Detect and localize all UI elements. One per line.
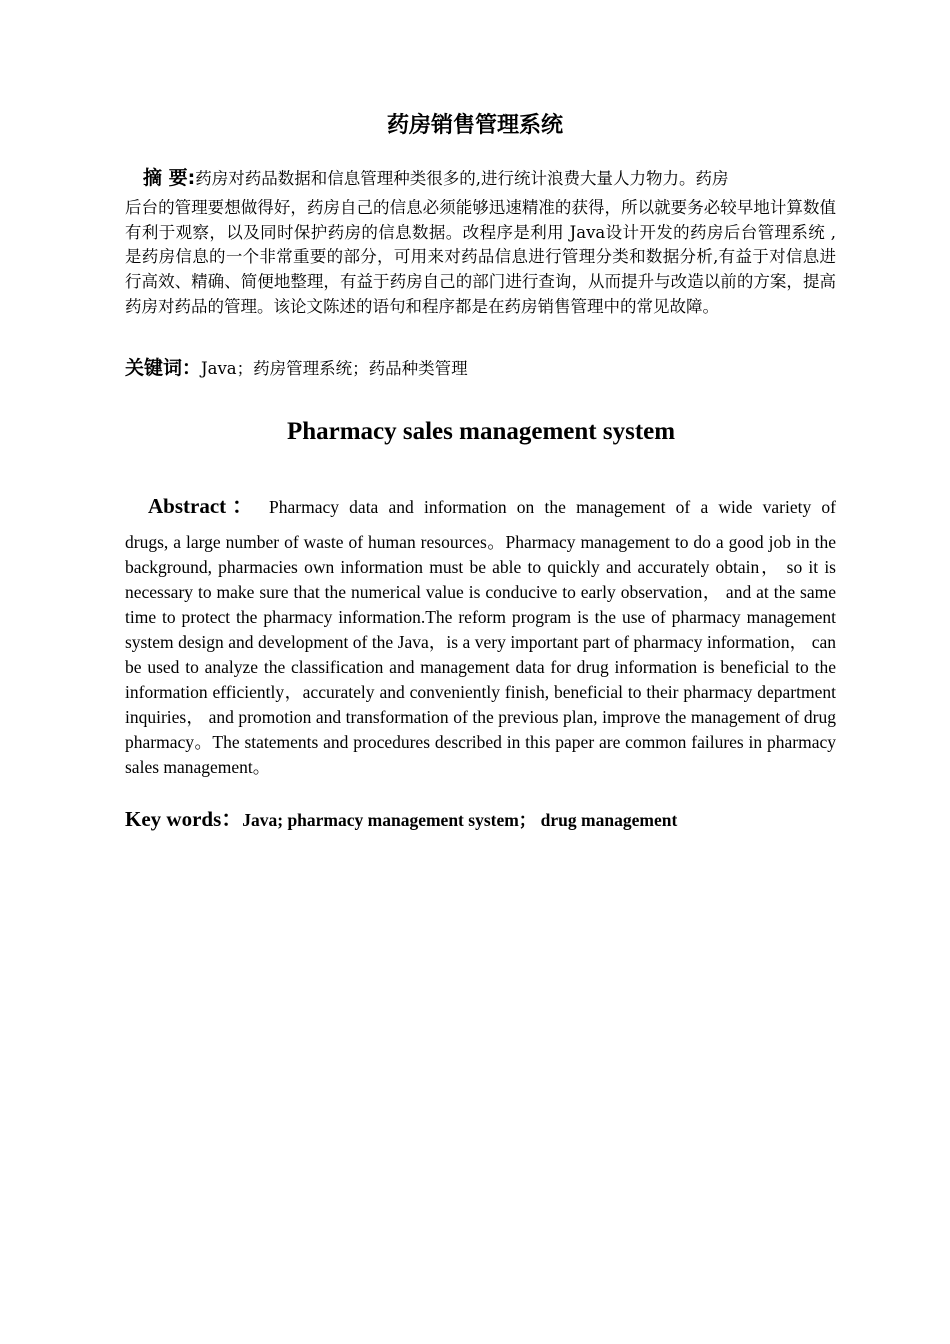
english-abstract-label: Abstract： [148, 494, 259, 518]
english-abstract-first-text: Pharmacy data and information on the management of a wide variety of [269, 497, 836, 517]
english-keywords-text: Java; pharmacy management system； drug management [242, 810, 678, 830]
english-abstract-body: drugs, a large number of waste of human resources。Pharmacy management to do a good job in the background, pharmacies own information must be able to quickly and accurately obtain， so it is necessary to make sure that the numerical value is conducive to early observation， and at the same time to protect the pharmacy information.The reform program is the use of pharmacy management system design and development of the Java，is a very important part of pharmacy information， can be used to analyze the classification and management data for drug information is beneficial to the information efficiently，accurately and conveniently finish, beneficial to their pharmacy department inquiries， and promotion and transformation of the previous plan, improve the management of drug pharmacy。The statements and procedures described in this paper are common failures in pharmacy sales management。 [125, 532, 836, 777]
chinese-keywords-text: Java；药房管理系统；药品种类管理 [201, 359, 468, 378]
chinese-abstract-body: 后台的管理要想做得好，药房自己的信息必须能够迅速精准的获得，所以就要务必较早地计算数值有利于观察，以及同时保护药房的信息数据。改程序是利用 Java设计开发的药房后台管理系统 ,是药房信息的一个非常重要的部分，可用来对药品信息进行管理分类和数据分析,有益于对信息进行高效、精确、简便地整理，有益于药房自己的部门进行查询，从而提升与改造以前的方案，提高药房对药品的管理。该论文陈述的语句和程序都是在药房销售管理中的常见故障。 [125, 197, 836, 316]
english-abstract [125, 494, 836, 780]
chinese-title: 药房销售管理系统 [386, 113, 563, 138]
english-keywords [125, 805, 836, 834]
chinese-abstract-first-text: 药房对药品数据和信息管理种类很多的,进行统计浪费大量人力物力。药房 [195, 169, 729, 188]
chinese-keywords [125, 355, 836, 382]
chinese-keywords-label: 关键词： [125, 357, 202, 379]
english-abstract-first-line [125, 494, 836, 520]
chinese-abstract [125, 166, 836, 320]
english-title: Pharmacy sales management system [286, 418, 676, 445]
chinese-abstract-label: 摘 要: [143, 167, 196, 189]
chinese-abstract-first-line [125, 166, 836, 192]
english-keywords-label: Key words： [125, 807, 243, 831]
